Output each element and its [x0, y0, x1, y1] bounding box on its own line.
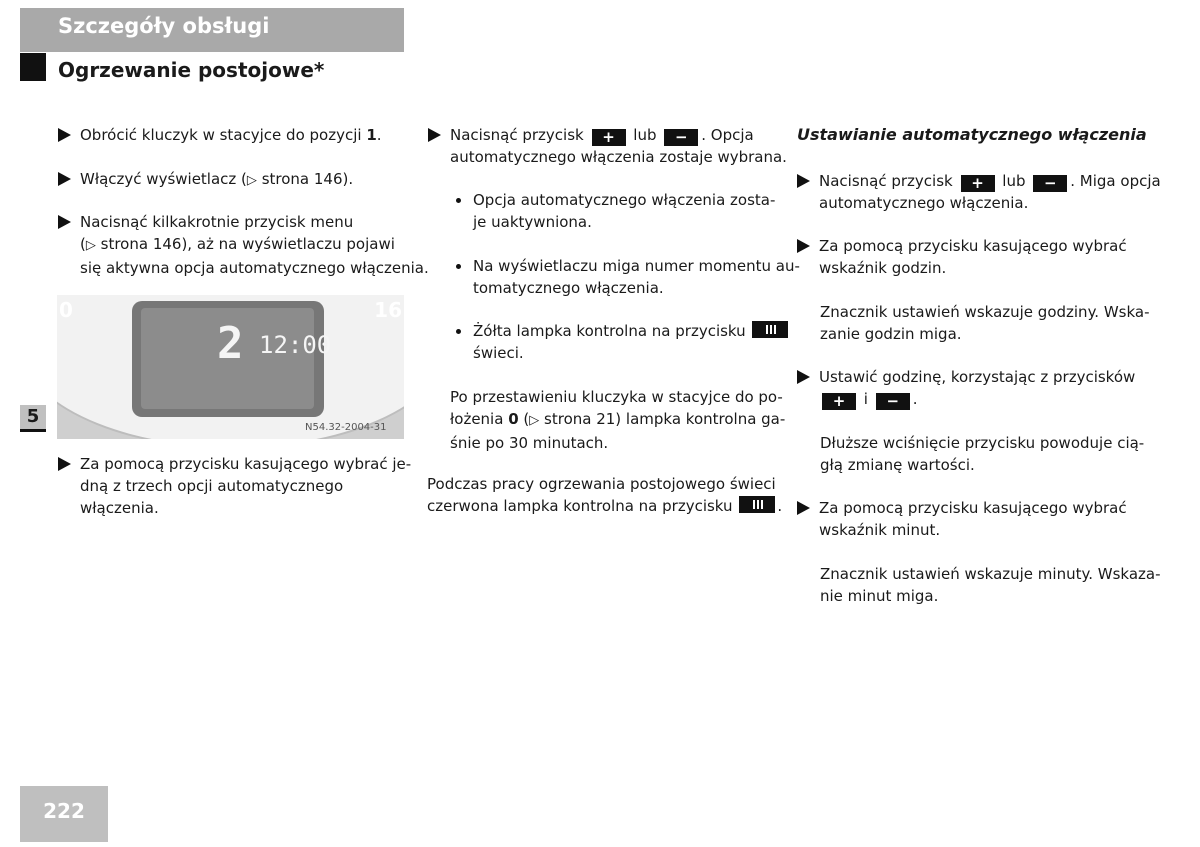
- chapter-tab: 5: [20, 405, 46, 429]
- plus-key-icon: +: [822, 393, 856, 410]
- step-arrow-icon: [428, 128, 441, 142]
- instrument-display-figure: [57, 295, 404, 439]
- heater-key-icon: [752, 321, 788, 338]
- step-arrow-icon: [797, 239, 810, 253]
- lcd-time: 12:00: [259, 331, 332, 359]
- minus-key-icon: −: [664, 129, 698, 146]
- col1-step-2: Włączyć wyświetlacz (▷ strona 146).: [58, 168, 353, 192]
- figure-code: N54.32-2004-31: [305, 422, 387, 433]
- col2-paragraph-1: Po przestawieniu kluczyka w stacyjce do po- łożenia 0 (▷ strona 21) lampka kontrolna ga- śnie po 30 minutach.: [450, 388, 786, 452]
- title-marker: [20, 53, 46, 81]
- bullet-dot: [456, 198, 461, 203]
- minus-key-icon: −: [1033, 175, 1067, 192]
- col2-bullet-2: Na wyświetlaczu miga numer momentu au- tomatycznego włączenia.: [451, 255, 800, 299]
- page-ref-icon: ▷: [246, 173, 257, 188]
- dial-edge-left: 0: [59, 298, 73, 322]
- col3-step-3: Ustawić godzinę, korzystając z przycisków + i − .: [797, 366, 1135, 410]
- col3-step-4: Za pomocą przycisku kasującego wybrać wskaźnik minut.: [797, 497, 1127, 541]
- bullet-dot: [456, 329, 461, 334]
- col2-paragraph-2: Podczas pracy ogrzewania postojowego świeci czerwona lampka kontrolna na przycisku .: [427, 475, 783, 515]
- col2-bullet-3: Żółta lampka kontrolna na przycisku świeci.: [451, 320, 790, 364]
- col3-step-2: Za pomocą przycisku kasującego wybrać wskaźnik godzin.: [797, 235, 1127, 279]
- step-arrow-icon: [797, 370, 810, 384]
- page-ref-icon: ▷: [85, 238, 96, 253]
- page-title: Ogrzewanie postojowe*: [58, 58, 325, 82]
- col1-step-1: Obrócić kluczyk w stacyjce do pozycji 1.: [58, 124, 382, 146]
- heater-key-icon: [739, 496, 775, 513]
- col3-paragraph-1: Znacznik ustawień wskazuje godziny. Wska- zanie godzin miga.: [820, 303, 1150, 343]
- col3-paragraph-2: Dłuższe wciśnięcie przycisku powoduje cią- głą zmianę wartości.: [820, 434, 1145, 474]
- section-subheading: Ustawianie automatycznego włączenia: [797, 125, 1147, 144]
- step-arrow-icon: [797, 174, 810, 188]
- col2-step-1: Nacisnąć przycisk + lub − . Opcja automatycznego włączenia zostaje wybrana.: [428, 124, 787, 168]
- col1-step-4: Za pomocą przycisku kasującego wybrać je- dną z trzech opcji automatycznego włączenia.: [58, 453, 411, 519]
- step-arrow-icon: [58, 215, 71, 229]
- col3-step-1: Nacisnąć przycisk + lub − . Miga opcja automatycznego włączenia.: [797, 170, 1161, 214]
- col2-bullet-1: Opcja automatycznego włączenia zosta- je uaktywniona.: [451, 189, 775, 233]
- page-number: 222: [20, 786, 108, 842]
- chapter-tab-underline: [20, 429, 46, 432]
- col3-paragraph-3: Znacznik ustawień wskazuje minuty. Wskaza- nie minut miga.: [820, 565, 1161, 605]
- lcd-option-number: 2: [217, 318, 244, 369]
- step-arrow-icon: [797, 501, 810, 515]
- plus-key-icon: +: [961, 175, 995, 192]
- plus-key-icon: +: [592, 129, 626, 146]
- bullet-dot: [456, 264, 461, 269]
- section-header: Szczegóły obsługi: [20, 8, 404, 52]
- col1-step-3: Nacisnąć kilkakrotnie przycisk menu (▷ strona 146), aż na wyświetlaczu pojawi się aktywna opcja automatycznego włączenia.: [58, 211, 429, 279]
- minus-key-icon: −: [876, 393, 910, 410]
- step-arrow-icon: [58, 128, 71, 142]
- step-arrow-icon: [58, 172, 71, 186]
- dial-edge-right: 16: [374, 298, 402, 322]
- step-arrow-icon: [58, 457, 71, 471]
- page-ref-icon: ▷: [529, 413, 540, 428]
